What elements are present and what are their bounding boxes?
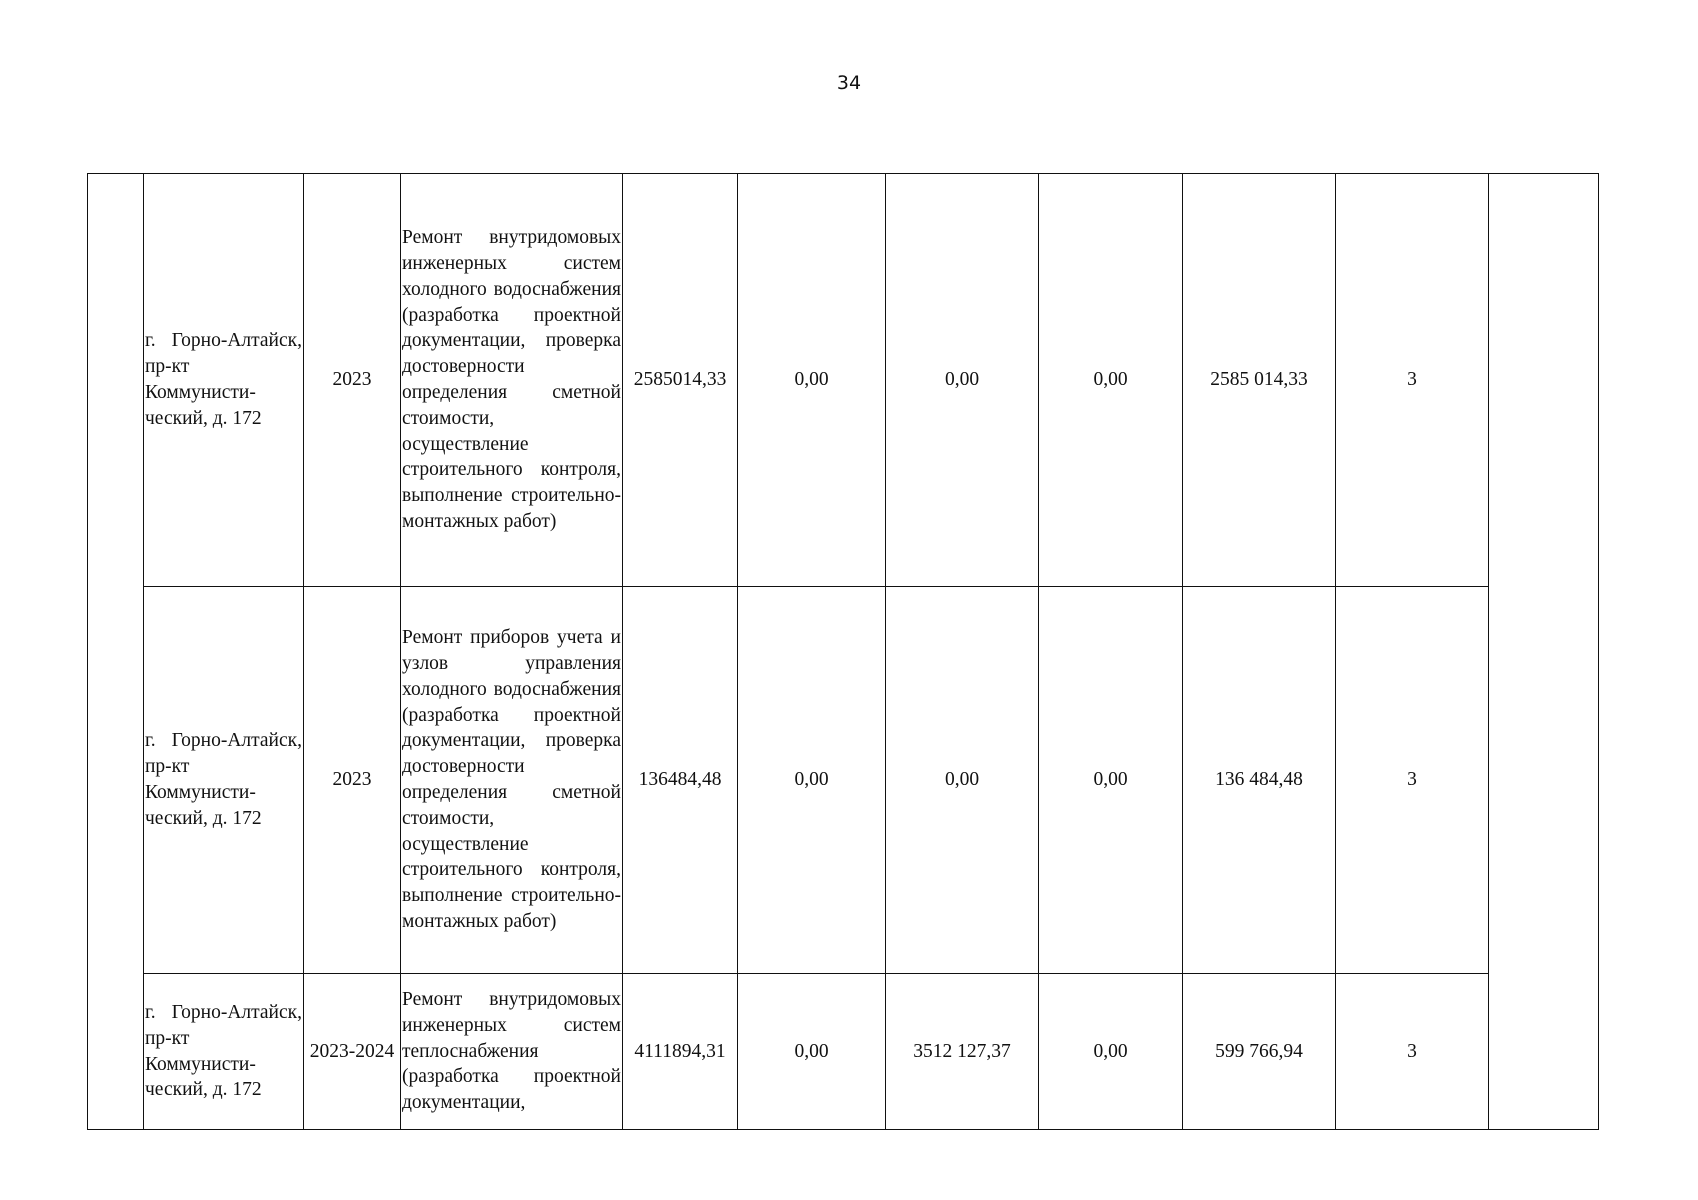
amount-cell: 2585 014,33 — [1183, 174, 1336, 587]
amount-cell: 136 484,48 — [1183, 587, 1336, 974]
amount-cell: 0,00 — [738, 174, 886, 587]
amount-cell: 0,00 — [886, 587, 1039, 974]
capital-repair-table — [87, 173, 1599, 1130]
table-row — [88, 587, 1599, 974]
code-cell: 3 — [1336, 974, 1489, 1130]
address-cell: г. Горно-Алтайск, пр-кт Коммунисти-ческий, д. 172 — [144, 587, 304, 974]
amount-cell: 3512 127,37 — [886, 974, 1039, 1130]
row-number-cell — [88, 174, 144, 1130]
work-description-cell: Ремонт приборов учета и узлов управления холодного водоснабжения (разработка проектной документации, проверка достоверности определения сметной стоимости, осуществление строительного контроля, выполнение строительно-монтажных работ) — [401, 587, 623, 974]
total-cost-cell: 4111894,31 — [623, 974, 738, 1130]
total-cost-cell: 136484,48 — [623, 587, 738, 974]
amount-cell: 0,00 — [738, 974, 886, 1130]
year-cell: 2023-2024 — [304, 974, 401, 1130]
address-cell: г. Горно-Алтайск, пр-кт Коммунисти-ческий, д. 172 — [144, 174, 304, 587]
amount-cell: 599 766,94 — [1183, 974, 1336, 1130]
work-description-cell: Ремонт внутридомовых инженерных систем теплоснабжения (разработка проектной документации, — [401, 974, 623, 1130]
table-row — [88, 174, 1599, 587]
amount-cell: 0,00 — [738, 587, 886, 974]
work-description-cell: Ремонт внутридомовых инженерных систем холодного водоснабжения (разработка проектной документации, проверка достоверности определения сметной стоимости, осуществление строительного контроля, выполнение строительно-монтажных работ) — [401, 174, 623, 587]
amount-cell: 0,00 — [886, 174, 1039, 587]
page-number: 34 — [836, 72, 862, 94]
amount-cell: 0,00 — [1039, 974, 1183, 1130]
amount-cell: 0,00 — [1039, 174, 1183, 587]
year-cell: 2023 — [304, 174, 401, 587]
trailing-cell — [1489, 174, 1599, 1130]
table-row — [88, 974, 1599, 1130]
year-cell: 2023 — [304, 587, 401, 974]
address-cell: г. Горно-Алтайск, пр-кт Коммунисти-ческий, д. 172 — [144, 974, 304, 1130]
code-cell: 3 — [1336, 587, 1489, 974]
amount-cell: 0,00 — [1039, 587, 1183, 974]
code-cell: 3 — [1336, 174, 1489, 587]
total-cost-cell: 2585014,33 — [623, 174, 738, 587]
